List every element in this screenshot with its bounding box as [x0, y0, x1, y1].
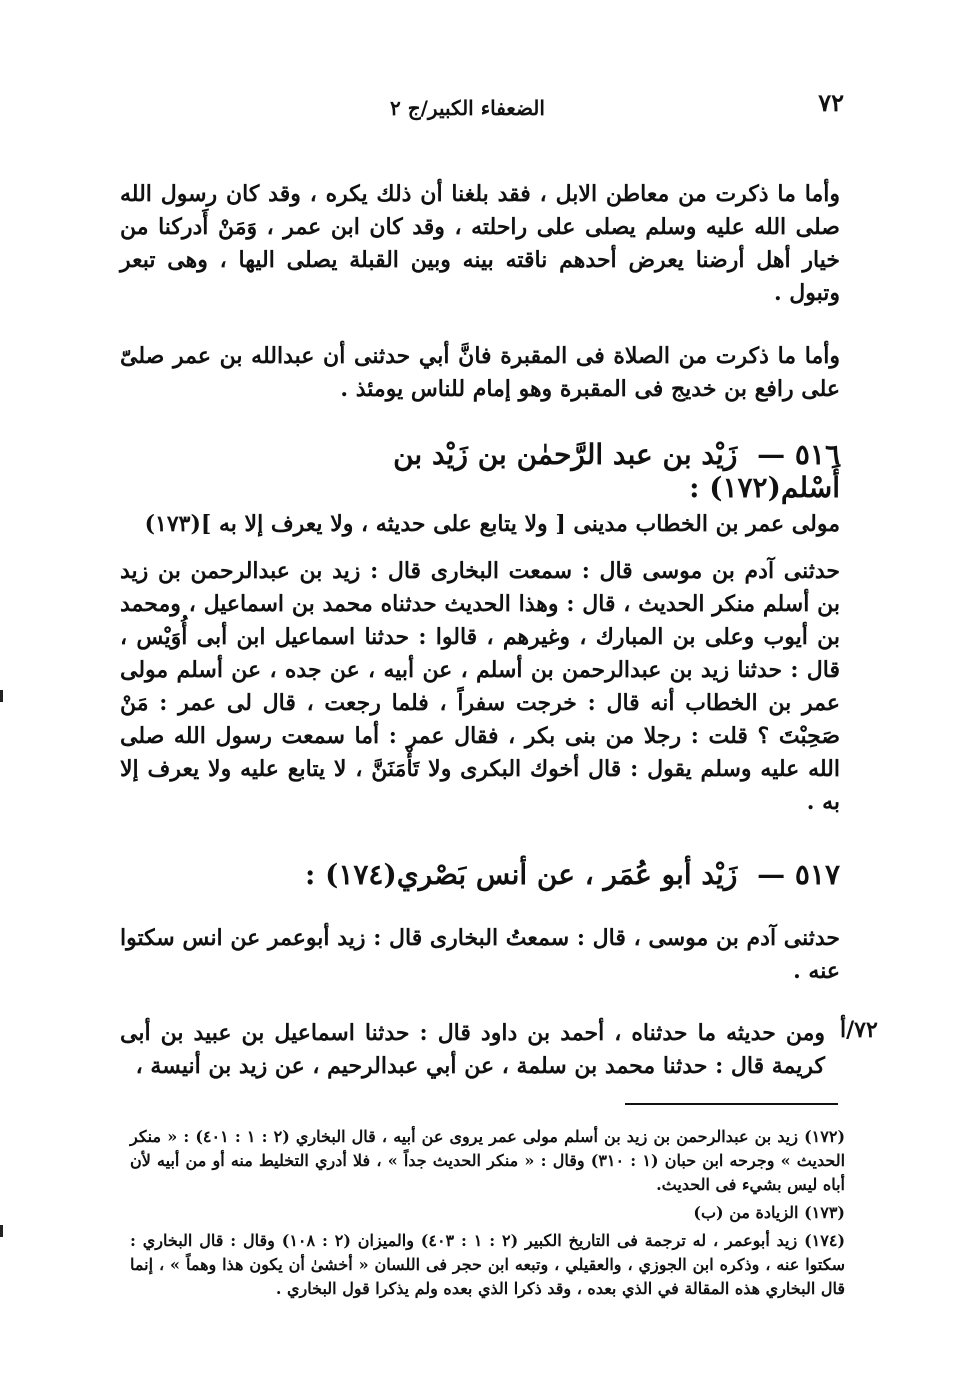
- entry-517-heading: [290, 858, 840, 891]
- paragraph-camel-pens: وأما ما ذكرت من معاطن الابل ، فقد بلغنا أن ذلك يكره ، وقد كان رسول الله صلى الله عليه وسلم يصلى على راحلته ، وقد كان ابن عمر ، وَمَنْ أَدركنا من خيار أهل أرضنا يعرض أحدهم ناقته بينه وبين القبلة يصلى اليها ، وهى تبعر وتبول .: [120, 181, 840, 306]
- entry-517-body: حدثنى آدم بن موسى ، قال : سمعتُ البخارى قال : زيد أبوعمر عن انس سكتوا عنه .: [120, 925, 840, 984]
- entry-516-name: زَيْد بن عبد الرَّحمٰن بن زَيْد بن أَسْلم(١٧٢) :: [393, 438, 840, 504]
- page-number: ٧٢: [818, 88, 844, 117]
- footnote-173: (١٧٣) الزيادة من (ب): [693, 1203, 845, 1222]
- scan-edge-mark: [0, 690, 3, 702]
- running-title: الضعفاء الكبير/ج ٢: [390, 96, 545, 120]
- entry-517-continuation: ومن حديثه ما حدثناه ، أحمد بن داود قال : حدثنا اسماعيل بن عبيد بن أبى كريمة قال : حدثنا محمد بن سلمة ، عن أبي عبدالرحيم ، عن زيد بن أنيسة ،: [120, 1020, 825, 1079]
- entry-517-name: زَيْد أبو عُمَر ، عن أنس بَصْري(١٧٤) :: [305, 858, 738, 891]
- manuscript-folio-mark: ٧٢/أ: [840, 1017, 878, 1043]
- entry-517-number: ٥١٧ —: [757, 858, 840, 891]
- footnote-174: (١٧٤) زيد أبوعمر ، له ترجمة فى التاريخ الكبير (٢ : ١ : ٤٠٣) والميزان (٢ : ١٠٨) وقال : قال البخاري : سكتوا عنه ، وذكره ابن الجوزي ، والعقيلي ، وتبعه ابن حجر فى اللسان « أخشىٰ أن يكون هذا وهماً » ، إنما قال البخاري هذه المقالة في الذي بعده ، وقد ذكرا الذي بعده ولم يذكرا قول البخاري .: [130, 1231, 846, 1298]
- paragraph-cemetery-prayer: وأما ما ذكرت من الصلاة فى المقبرة فانَّ أبي حدثنى أن عبدالله بن عمر صلىّ على رافع بن خديج فى المقبرة وهو إمام للناس يومئذ .: [120, 343, 840, 402]
- footnote-divider: [625, 1103, 838, 1105]
- footnotes: [130, 1125, 845, 1305]
- footnote-172: (١٧٢) زيد بن عبدالرحمن بن زيد بن أسلم مولى عمر يروى عن أبيه ، قال البخاري (٢ : ١ : ٤٠١) : « منكر الحديث » وجرحه ابن حبان (١ : ٣١٠) وقال : « منكر الحديث جداً » ، فلا أدري التخليط منه أو من أبيه لأن أباه ليس بشيء فى الحديث.: [130, 1127, 846, 1194]
- entry-516-heading: [290, 438, 840, 504]
- entry-516-body: حدثنى آدم بن موسى قال : سمعت البخارى قال : زيد بن عبدالرحمن بن زيد بن أسلم منكر الحديث ، قال : وهذا الحديث حدثناه محمد بن اسماعيل ، ومحمد بن أيوب وعلى بن المبارك ، وغيرهم ، قالوا : حدثنا اسماعيل ابن أبى أُوَيْس ، قال : حدثنا زيد بن عبدالرحمن بن أسلم ، عن أبيه ، عن جده ، عن أسلم مولى عمر بن الخطاب أنه قال : خرجت سفراً ، فلما رجعت ، قال لى عمر : مَنْ صَحِبْتَ ؟ قلت : رجلا من بنى بكر ، فقال عمر : أما سمعت رسول الله صلى الله عليه وسلم يقول : قال أخوك البكرى ولا تَأْمَنَنَّ ، لا يتابع عليه ولا يعرف إلا به .: [120, 558, 840, 815]
- entry-516-number: ٥١٦ —: [757, 438, 840, 471]
- entry-516-intro: مولى عمر بن الخطاب مدينى [ ولا يتابع على حديثه ، ولا يعرف إلا به ](١٧٣): [144, 511, 840, 537]
- scan-edge-mark: [0, 1225, 3, 1237]
